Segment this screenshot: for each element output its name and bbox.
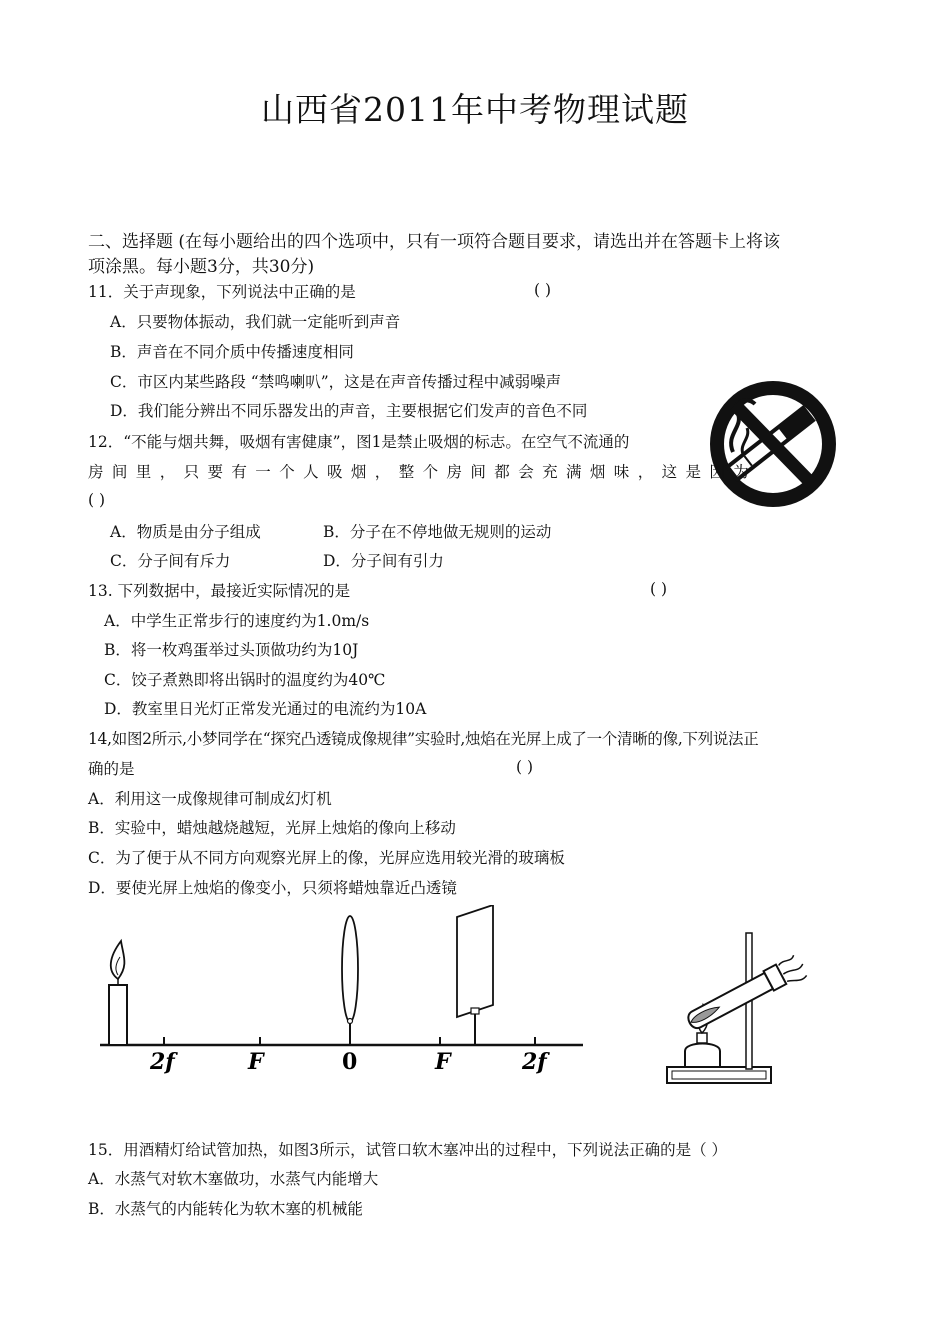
q12-option-a: A．物质是由分子组成	[110, 523, 261, 541]
q11-option-a: A．只要物体振动，我们就一定能听到声音	[110, 313, 401, 331]
axis-label-origin: 0	[342, 1049, 358, 1075]
q12-option-c: C．分子间有斥力	[110, 552, 231, 570]
q13-option-d: D．教室里日光灯正常发光通过的电流约为10A	[104, 700, 427, 718]
no-smoking-sign-figure	[703, 374, 845, 514]
q13-stem: 13. 下列数据中，最接近实际情况的是	[88, 582, 351, 600]
q15-option-b: B．水蒸气的内能转化为软木塞的机械能	[88, 1200, 363, 1218]
q12-answer-paren: ( )	[88, 491, 106, 509]
q14-stem-line1: 14,如图2所示,小梦同学在“探究凸透镜成像规律”实验时,烛焰在光屏上成了一个清晰的像,下列说法正	[88, 730, 759, 748]
q14-option-a: A．利用这一成像规律可制成幻灯机	[88, 790, 332, 808]
axis-label-f-right: F	[435, 1049, 451, 1075]
lens-experiment-figure	[95, 905, 590, 1085]
q14-option-b: B．实验中，蜡烛越烧越短，光屏上烛焰的像向上移动	[88, 819, 456, 837]
q12-option-b: B．分子在不停地做无规则的运动	[323, 523, 552, 541]
q12-stem-line2	[88, 461, 758, 483]
q14-option-c: C．为了便于从不同方向观察光屏上的像，光屏应选用较光滑的玻璃板	[88, 849, 565, 867]
axis-label-2f-left: 2f	[150, 1049, 175, 1075]
q11-answer-paren: ( )	[534, 281, 552, 299]
q13-option-c: C．饺子煮熟即将出锅时的温度约为40℃	[104, 671, 386, 689]
candle	[109, 985, 127, 1045]
alcohol-lamp	[685, 1044, 720, 1068]
q14-answer-paren: ( )	[516, 758, 534, 776]
q12-stem-line2-text: 房间里，只要有一个人吸烟，整个房间都会充满烟味，这是因为	[88, 463, 758, 481]
q13-option-a: A．中学生正常步行的速度约为1.0m/s	[104, 612, 370, 630]
q11-option-c: C．市区内某些路段 “禁鸣喇叭”，这是在声音传播过程中减弱噪声	[110, 373, 562, 391]
q11-option-d: D．我们能分辨出不同乐器发出的声音，主要根据它们发声的音色不同	[110, 402, 588, 420]
convex-lens	[342, 916, 358, 1022]
axis-label-f-left: F	[248, 1049, 264, 1075]
page-title: 山西省2011年中考物理试题	[261, 90, 689, 129]
q15-option-a: A．水蒸气对软木塞做功，水蒸气内能增大	[88, 1170, 379, 1188]
q12-option-d: D．分子间有引力	[323, 552, 444, 570]
q11-stem: 11．关于声现象，下列说法中正确的是	[88, 283, 356, 301]
q11-option-b: B．声音在不同介质中传播速度相同	[110, 343, 354, 361]
q12-stem-line1: 12．“不能与烟共舞，吸烟有害健康”，图1是禁止吸烟的标志。在空气不流通的	[88, 433, 630, 451]
axis-label-2f-right: 2f	[522, 1049, 547, 1075]
test-tube-heating-figure	[660, 925, 820, 1090]
q13-option-b: B．将一枚鸡蛋举过头顶做功约为10J	[104, 641, 359, 659]
q14-option-d: D．要使光屏上烛焰的像变小，只须将蜡烛靠近凸透镜	[88, 879, 457, 897]
light-screen	[457, 905, 493, 1017]
q14-stem-line2: 确的是	[88, 760, 135, 778]
candle-flame	[111, 941, 125, 979]
q15-stem: 15．用酒精灯给试管加热，如图3所示，试管口软木塞冲出的过程中，下列说法正确的是（ ）	[88, 1141, 728, 1159]
q13-answer-paren: ( )	[650, 580, 668, 598]
section-heading-line1: 二、选择题 (在每小题给出的四个选项中，只有一项符合题目要求，请选出并在答题卡上将该	[88, 232, 781, 252]
section-heading-line2: 项涂黑。每小题3分，共30分)	[88, 257, 315, 277]
